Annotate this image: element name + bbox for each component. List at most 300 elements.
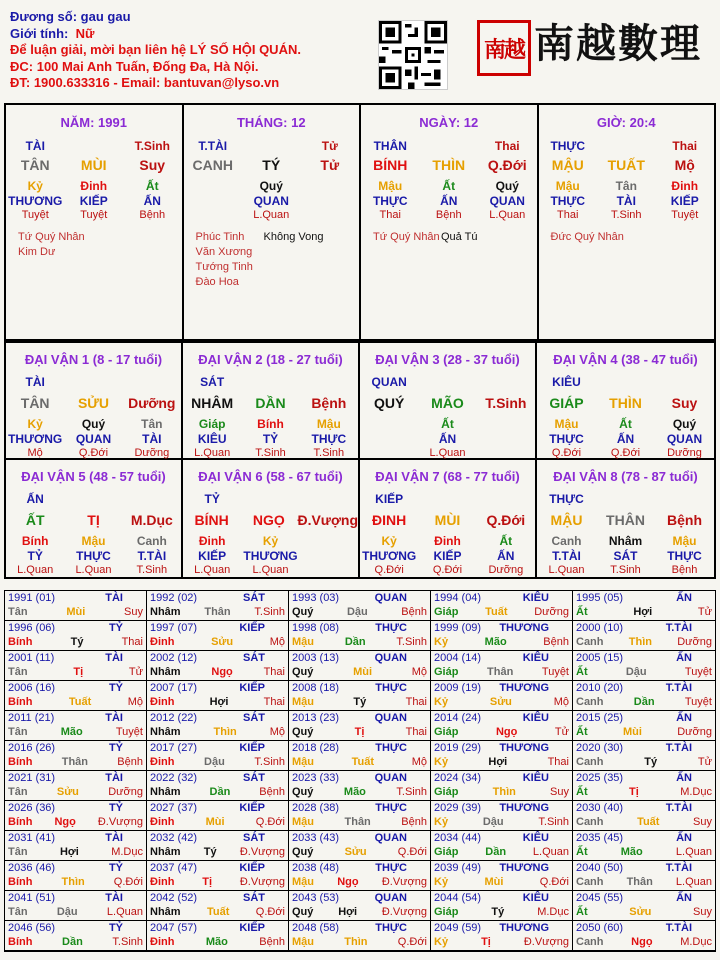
year-phase: Bệnh [259,936,285,948]
year-stem: Ất [576,726,588,738]
dv-god-row-cell: ẤN [26,492,44,506]
dv-hidden-god-row-cell: TÀI [142,432,162,446]
dv-hidden-row-cell: Kỷ [262,534,279,548]
pillar-god-row-cell: THỰC [550,139,586,153]
year-phase: Mộ [269,726,285,738]
dv-hidden-god-row [360,432,535,446]
pillar-god-row-cell [597,139,656,153]
dv-hidden-row-cell: Mậu [672,534,697,548]
year-god: THỰC [375,622,407,634]
dv-hidden-row [6,417,181,431]
pillar-hidden-god-row-cell: TÀI [616,194,636,208]
pillar-hidden-god-row-cell: ẤN [440,194,458,208]
dv-stem-row-cell: Bệnh [311,395,347,411]
dv-stem-row [6,512,181,528]
year-stem: Quý [292,846,314,858]
year-phase: M.Dục [111,846,143,858]
year-cell [289,651,431,681]
year-top [150,711,285,725]
dv-stem-row-cell: ẤT [25,512,45,528]
year-phase: Dưỡng [108,786,143,798]
year-god: QUAN [374,652,407,664]
year-stem: Quý [292,786,314,798]
year-bottom [434,875,569,889]
year-cell [573,711,715,741]
year-label: 2006 (16) [8,682,56,694]
pillar-god-row-cell: Thai [672,139,698,153]
year-branch: Tị [202,876,213,888]
year-bottom [292,725,427,739]
year-top [292,711,427,725]
year-branch: Tý [491,906,505,918]
pillar-hidden-row-cell: Tân [615,179,637,193]
year-stem: Đinh [150,696,175,708]
star-item: Tứ Quý Nhân [18,231,85,243]
year-label: 2023 (33) [292,772,340,784]
year-top [292,621,427,635]
year-cell [5,651,147,681]
dai-van-2 [183,343,360,460]
year-god: SÁT [243,832,265,844]
year-cell [147,831,289,861]
pillar-stem-row-cell: BÍNH [373,157,408,173]
year-stem: Quý [292,906,314,918]
year-bottom [8,905,143,919]
year-branch: Hợi [633,606,653,618]
dv-stem-row-cell: GIÁP [549,395,584,411]
dv-hidden-row-cell [477,417,535,431]
year-god: KIÊU [522,892,549,904]
year-label: 2017 (27) [150,742,198,754]
year-branch: Ngọ [211,666,233,678]
dv-hidden-row [183,534,358,548]
year-phase: Đ.Vượng [381,876,427,888]
dv-hidden-god-row-cell: THƯƠNG [8,432,63,446]
dv-hidden-god-row-cell: TỶ [27,549,43,563]
year-label: 2043 (53) [292,892,340,904]
pillar-hidden-row-cell: Kỷ [27,179,43,193]
year-cell [147,891,289,921]
pillar-stars-2 [264,230,324,245]
year-stem: Nhâm [150,906,181,918]
year-bottom [576,755,712,769]
dv-hidden-god-row-cell: T.TÀI [552,549,581,563]
year-label: 2022 (32) [150,772,198,784]
year-label: 2040 (50) [576,862,624,874]
dv-hidden-row-cell: Đinh [434,534,461,548]
year-top [8,741,143,755]
year-god: SÁT [243,652,265,664]
year-stem: Kỷ [434,696,449,708]
year-phase: Thai [547,756,569,768]
year-god: TÀI [105,652,123,664]
year-phase: Mộ [127,696,143,708]
year-top [434,591,569,605]
pillar-god-row-cell: Tử [321,139,338,153]
year-branch: Mùi [205,816,225,828]
pillar-sub-row-cell [184,209,243,221]
year-top [8,651,143,665]
year-branch: Tý [644,756,658,768]
year-top [434,891,569,905]
year-bottom [434,635,569,649]
year-god: KIẾP [239,802,265,814]
year-branch: Dần [209,786,231,798]
dv-hidden-god-row-cell: KIÊU [197,432,227,446]
year-god: THƯƠNG [499,922,549,934]
pillar-title: NGÀY: 12 [419,115,479,130]
dv-hidden-god-row-cell: THỰC [549,432,584,446]
dv-hidden-god-row-cell: T.TÀI [137,549,167,563]
star-item: Tướng Tinh [195,261,253,273]
year-god: KIẾP [239,682,265,694]
dv-sub-row-cell [300,564,358,576]
dv-sub-row-cell: T.Sinh [255,447,286,459]
dv-god-row-cell [123,492,181,506]
dv-hidden-god-row-cell: KIẾP [433,549,462,563]
year-branch: Tý [70,636,84,648]
year-stem: Đinh [150,876,175,888]
year-branch: Dần [344,636,366,648]
year-phase: L.Quan [675,876,712,888]
pillar-3 [361,105,539,339]
dv-sub-row-cell: Q.Đới [551,447,582,459]
dv-god-row-cell [241,492,299,506]
year-top [292,801,427,815]
year-bottom [434,695,569,709]
year-cell [289,801,431,831]
pillar-hidden-god-row [184,194,360,208]
year-bottom [150,695,285,709]
dv-stem-row-cell: TỊ [87,512,100,528]
year-stem: Đinh [150,936,175,948]
year-label: 2050 (60) [576,922,624,934]
year-phase: Dưỡng [677,726,712,738]
year-stem: Canh [576,936,604,948]
address-line: ĐC: 100 Mai Anh Tuấn, Đống Đa, Hà Nội. [10,58,259,74]
year-branch: Mùi [484,876,504,888]
year-branch: Sửu [56,786,79,798]
four-pillars-table [4,103,716,341]
year-stem: Giáp [434,606,459,618]
dv-stem-row-cell: DẦN [255,395,286,411]
dv-god-row-cell [477,375,535,389]
pillar-stars [18,230,85,260]
star-item: Tứ Quý Nhân [373,231,440,243]
year-cell [5,891,147,921]
dv-sub-row [537,447,714,459]
year-label: 2041 (51) [8,892,56,904]
pillar-stars [196,230,253,290]
year-phase: Tử [128,666,143,678]
pillar-4 [539,105,715,339]
year-god: T.TÀI [665,682,692,694]
year-stem: Kỷ [434,876,449,888]
dv-stem-row-cell: M.Dục [130,512,173,528]
year-phase: Tử [697,756,712,768]
pillar-hidden-row-cell: Quý [495,179,519,193]
year-phase: L.Quan [532,846,569,858]
year-bottom [150,725,285,739]
year-bottom [292,875,427,889]
year-top [8,801,143,815]
year-label: 2048 (58) [292,922,340,934]
pillar-hidden-row-cell: Ất [145,179,159,193]
pillar-hidden-god-row [6,194,182,208]
year-god: SÁT [243,892,265,904]
year-branch: Mùi [622,726,642,738]
year-bottom [434,935,569,949]
annual-luck-table [4,590,716,952]
pillar-sub-row-cell [301,209,360,221]
dv-stem-row-cell: Bệnh [667,512,702,528]
year-god: THƯƠNG [499,622,549,634]
pillar-hidden-god-row-cell: THỰC [372,194,408,208]
dv-god-row-cell [596,375,655,389]
year-god: TỶ [108,922,123,934]
year-cell [289,921,431,951]
year-god: KIẾP [239,622,265,634]
year-label: 2013 (23) [292,712,340,724]
year-top [576,651,712,665]
year-top [8,831,143,845]
dv-sub-row-cell: T.Sinh [136,564,168,576]
year-stem: Ất [576,906,588,918]
year-god: ẤN [676,712,692,724]
year-stem: Mậu [292,876,314,888]
year-label: 2029 (39) [434,802,482,814]
year-cell [289,891,431,921]
dv-sub-row-cell: L.Quan [194,564,231,576]
year-label: 1996 (06) [8,622,56,634]
pillar-hidden-god-row-cell: KIẾP [79,194,108,208]
year-bottom [8,605,143,619]
dv-hidden-row-cell: Quý [81,417,106,431]
dv-stem-row-cell: SỬU [77,395,110,411]
year-label: 1991 (01) [8,592,56,604]
dv-sub-row [360,447,535,459]
pillar-sub-row-cell: Tuyệt [80,209,108,221]
contact-line: Để luận giải, mời bạn liên hệ LÝ SỐ HỘI QUÁN. [10,42,301,57]
year-top [434,681,569,695]
year-phase: Thai [263,696,285,708]
year-label: 2020 (30) [576,742,624,754]
dv-hidden-god-row-cell: THỰC [76,549,111,563]
year-god: QUAN [374,592,407,604]
year-label: 2036 (46) [8,862,56,874]
year-cell [431,921,573,951]
year-top [150,921,285,935]
dv-hidden-row [537,534,714,548]
star-item: Đức Quý Nhân [550,231,624,243]
dv-god-row [6,375,181,389]
year-top [292,831,427,845]
dv-hidden-row-cell: Canh [136,534,167,548]
pillar-hidden-god-row-cell: THƯƠNG [8,194,63,208]
dv-sub-row-cell: Q.Đới [78,447,109,459]
year-cell [431,741,573,771]
year-top [292,741,427,755]
year-label: 1999 (09) [434,622,482,634]
year-god: KIÊU [522,592,549,604]
year-bottom [150,935,285,949]
year-bottom [150,785,285,799]
year-label: 2000 (10) [576,622,624,634]
year-cell [573,651,715,681]
year-phase: Q.Đới [255,816,285,828]
dv-sub-row-cell: L.Quan [429,447,466,459]
year-cell [147,591,289,621]
year-label: 2015 (25) [576,712,624,724]
dv-hidden-row-cell: Kỷ [27,417,43,431]
dai-van-title: ĐẠI VẬN 3 (28 - 37 tuổi) [375,352,520,367]
pillar-hidden-row-cell: Quý [259,179,283,193]
year-phase: Đ.Vượng [381,906,427,918]
dai-van-title: ĐẠI VẬN 5 (48 - 57 tuổi) [21,469,166,484]
dv-hidden-row [360,417,535,431]
dv-hidden-row-cell: Ất [499,534,513,548]
pillar-hidden-god-row-cell [301,194,360,208]
dv-stem-row-cell: THÂN [606,512,645,528]
year-branch: Tuất [206,906,230,918]
dv-hidden-row-cell: Đinh [198,534,226,548]
year-phase: T.Sinh [254,606,285,618]
year-branch: Tuất [637,816,660,828]
year-label: 2025 (35) [576,772,624,784]
year-cell [431,801,573,831]
year-top [150,861,285,875]
pillar-sub-row [6,209,182,221]
dv-hidden-row-cell: Tân [141,417,163,431]
year-top [8,771,143,785]
year-stem: Bính [8,816,33,828]
year-god: QUAN [374,772,407,784]
year-branch: Tuất [485,606,508,618]
dv-god-row-cell: KIẾP [375,492,404,506]
year-bottom [292,935,427,949]
year-branch: Tị [481,936,491,948]
year-phase: M.Dục [537,906,569,918]
dv-hidden-god-row-cell: QUAN [666,432,703,446]
year-phase: Thai [263,666,285,678]
year-branch: Hợi [338,906,358,918]
year-stem: Nhâm [150,606,181,618]
dv-hidden-god-row-cell: QUAN [75,432,112,446]
pillar-sub-row-cell: Bệnh [139,209,166,221]
dv-stem-row [183,395,358,411]
year-god: QUAN [374,712,407,724]
year-phase: Dưỡng [677,636,712,648]
dv-stem-row-cell: ĐINH [372,512,407,528]
dv-stem-row-cell: Đ.Vượng [297,512,359,528]
pillar-stem-row [6,157,182,173]
year-stem: Ất [576,606,588,618]
dv-hidden-row-cell: Bính [257,417,284,431]
year-cell [573,801,715,831]
year-stem: Bính [8,876,33,888]
year-bottom [576,785,712,799]
year-top [434,921,569,935]
dv-hidden-god-row [537,549,714,563]
year-phase: Mộ [411,666,427,678]
year-cell [431,591,573,621]
dai-van-8 [537,460,714,577]
year-stem: Giáp [434,726,459,738]
dv-hidden-god-row-cell: THƯƠNG [243,549,298,563]
dv-stem-row [537,395,714,411]
year-phase: Mộ [269,636,285,648]
year-top [576,621,712,635]
year-phase: M.Dục [680,936,712,948]
dv-hidden-row-cell: Mậu [316,417,341,431]
year-top [8,921,143,935]
year-phase: Q.Đới [397,936,427,948]
dv-hidden-row-cell: Ất [619,417,632,431]
year-bottom [576,635,712,649]
pillar-sub-row-cell: L.Quan [489,209,526,221]
dv-hidden-god-row-cell: ẤN [497,549,515,563]
year-phase: Thai [405,696,427,708]
year-label: 2035 (45) [576,832,624,844]
red-seal-logo: 南越 [477,20,531,76]
pillar-god-row-cell [420,139,479,153]
pillar-title: GIỜ: 20:4 [596,115,656,130]
year-top [150,591,285,605]
year-phase: Đ.Vượng [239,846,285,858]
year-god: TỶ [108,862,123,874]
year-phase: Bệnh [401,816,427,828]
pillar-title: THÁNG: 12 [236,115,306,130]
year-god: THỰC [375,862,407,874]
year-top [576,801,712,815]
pillar-stem-row [184,157,360,173]
pillar-sub-row-cell: Thai [557,209,579,221]
dv-sub-row-cell: T.Sinh [610,564,641,576]
year-god: TỶ [108,682,123,694]
year-god: KIẾP [239,862,265,874]
year-top [292,921,427,935]
pillar-hidden-god-row-cell: QUAN [253,194,289,208]
dv-sub-row [360,564,535,576]
year-phase: Suy [693,906,712,918]
year-top [576,741,712,755]
dv-hidden-god-row-cell: THỰC [311,432,347,446]
year-phase: L.Quan [675,846,712,858]
year-top [576,831,712,845]
pillar-stars-2 [441,230,478,245]
year-branch: Dậu [56,906,78,918]
year-stem: Mậu [292,636,314,648]
dv-hidden-row-cell: Bính [21,534,49,548]
dv-god-row [537,375,714,389]
year-god: THƯƠNG [499,682,549,694]
year-label: 2047 (57) [150,922,198,934]
year-label: 1997 (07) [150,622,198,634]
year-cell [289,621,431,651]
year-stem: Đinh [150,756,175,768]
year-god: THƯƠNG [499,862,549,874]
year-top [8,711,143,725]
dv-hidden-row-cell: Canh [551,534,582,548]
year-god: T.TÀI [665,622,692,634]
dv-god-row-cell [655,375,714,389]
qr-code[interactable] [378,20,448,90]
year-branch: Dậu [625,666,647,678]
year-phase: Đ.Vượng [239,876,285,888]
dv-sub-row-cell: L.Quan [75,564,112,576]
year-branch: Thân [204,606,231,618]
header-info: Đương số: gau gau Giới tính: Nữ Để luận giải, mời bạn liên hệ LÝ SỐ HỘI QUÁN. ĐC: 100 Mai Anh Tuấn, Đống Đa, Hà Nội. ĐT: 1900.633316 - Email: bantuvan@lyso.vn [10,9,301,90]
